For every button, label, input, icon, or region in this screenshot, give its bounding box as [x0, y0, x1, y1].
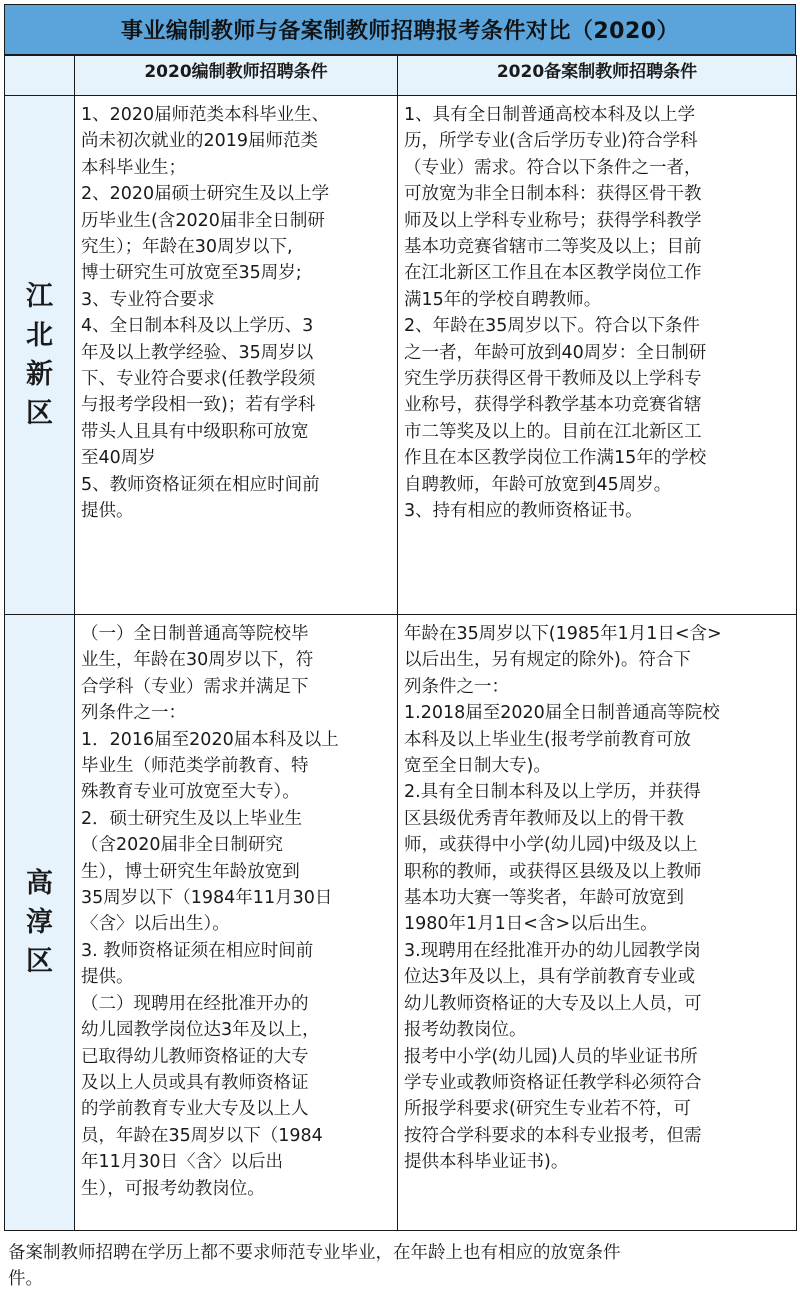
- text-line: 宽至全日制大专)。: [404, 756, 551, 777]
- footnote: [8, 1240, 792, 1292]
- text-line: 以后出生，另有规定的除外)。符合下: [404, 650, 691, 671]
- text-line: 合学科（专业）需求并满足下: [81, 676, 309, 697]
- text-line: 年11月30日〈含〉以后出: [81, 1152, 284, 1173]
- text-line: （含2020届非全日制研究: [81, 835, 284, 856]
- text-line: 学专业或教师资格证任教学科必须符合: [404, 1072, 702, 1093]
- text-line: 1.2018届至2020届全日制普通高等院校: [404, 703, 720, 724]
- table-row: [5, 615, 797, 1231]
- text-line: 提供本科毕业证书)。: [404, 1152, 569, 1173]
- header-row: [5, 56, 797, 96]
- text-line: 2、年龄在35周岁以下。符合以下条件: [404, 316, 700, 337]
- text-line: 幼儿教师资格证的大专及以上人员，可: [404, 993, 702, 1014]
- text-line: 所报学科要求(研究生专业若不符，可: [404, 1099, 691, 1120]
- jiangbei-establishment-conditions: [75, 96, 398, 615]
- text-line: 博士研究生可放宽至35周岁;: [81, 263, 302, 284]
- gaochun-establishment-conditions: [75, 615, 398, 1231]
- region-char: 江: [26, 280, 53, 312]
- text-line: （专业）需求。符合以下条件之一者，: [404, 157, 702, 178]
- text-line: 年龄在35周岁以下(1985年1月1日<含>: [404, 624, 722, 644]
- text-line: 生），可报考幼教岗位。: [81, 1178, 265, 1199]
- text-line: 1．2016届至2020届本科及以上: [81, 729, 339, 750]
- text-line: 在江北新区工作且在本区教学岗位工作: [404, 263, 702, 284]
- text-line: 及以上人员或具有教师资格证: [81, 1072, 309, 1093]
- text-line: 35周岁以下（1984年11月30日: [81, 888, 333, 909]
- text-line: 师，或获得中小学(幼儿园)中级及以上: [404, 835, 698, 856]
- text-line: 作且在本区教学岗位工作满15年的学校: [404, 448, 707, 469]
- text-line: 自聘教师，年龄可放宽到45周岁。: [404, 474, 672, 495]
- text-line: 2.具有全日制本科及以上学历，并获得: [404, 782, 701, 803]
- gaochun-filing-conditions: [398, 615, 797, 1231]
- text-line: 幼儿园教学岗位达3年及以上，: [81, 1020, 320, 1041]
- text-line: 师及以上学科专业称号；获得学科教学: [404, 210, 702, 231]
- text-line: 已取得幼儿教师资格证的大专: [81, 1046, 309, 1067]
- text-line: 5、教师资格证须在相应时间前: [81, 474, 320, 495]
- text-line: 生），博士研究生年龄放宽到: [81, 861, 300, 882]
- text-line: 市二等奖及以上的。目前在江北新区工: [404, 421, 702, 442]
- text-line: 报考中小学(幼儿园)人员的毕业证书所: [404, 1046, 698, 1067]
- text-line: 4、全日制本科及以上学历、3: [81, 316, 314, 337]
- region-cell-jiangbei: [5, 96, 75, 615]
- text-line: 满15年的学校自聘教师。: [404, 289, 602, 310]
- header-filing-column: 2020备案制教师招聘条件: [398, 56, 797, 96]
- text-line: 下、专业符合要求(任教学段须: [81, 369, 316, 390]
- table-title: 事业编制教师与备案制教师招聘报考条件对比（2020）: [4, 4, 796, 55]
- region-char: 新: [26, 359, 53, 390]
- text-line: 之一者，年龄可放到40周岁：全日制研: [404, 342, 707, 363]
- region-cell-gaochun: [5, 615, 75, 1231]
- text-line: 按符合学科要求的本科专业报考，但需: [404, 1125, 702, 1146]
- text-line: 可放宽为非全日制本科：获得区骨干教: [404, 184, 702, 205]
- text-line: 1、具有全日制普通高校本科及以上学: [404, 105, 696, 125]
- text-line: 究生学历获得区骨干教师及以上学科专: [404, 369, 702, 390]
- text-line: （一）全日制普通高等院校毕: [81, 624, 309, 644]
- header-establishment-column: 2020编制教师招聘条件: [75, 56, 398, 96]
- text-line: 列条件之一：: [81, 703, 186, 724]
- jiangbei-filing-conditions: [398, 96, 797, 615]
- text-line: 提供。: [81, 501, 134, 522]
- text-line: 〈含〉以后出生）。: [81, 914, 230, 935]
- text-line: 本科及以上毕业生(报考学前教育可放: [404, 729, 691, 750]
- footnote-line: 备案制教师招聘在学历上都不要求师范专业毕业，在年龄上也有相应的放宽条件: [8, 1243, 621, 1263]
- text-line: 列条件之一：: [404, 676, 509, 697]
- text-line: 报考幼教岗位。: [404, 1020, 527, 1041]
- text-line: 2、2020届硕士研究生及以上学: [81, 184, 330, 205]
- text-line: 与报考学段相一致)；若有学科: [81, 395, 316, 416]
- text-line: 3. 教师资格证须在相应时间前: [81, 940, 314, 961]
- region-char: 区: [26, 946, 53, 978]
- table-row: [5, 96, 797, 615]
- text-line: 职称的教师，或获得区县级及以上教师: [404, 861, 702, 882]
- text-line: 基本功大赛一等奖者，年龄可放宽到: [404, 888, 684, 909]
- region-char: 区: [26, 398, 53, 430]
- text-line: 2．硕士研究生及以上毕业生: [81, 808, 303, 829]
- text-line: 1980年1月1日<含>以后出生。: [404, 914, 658, 935]
- text-line: 员，年龄在35周岁以下（1984: [81, 1125, 323, 1146]
- text-line: 3、专业符合要求: [81, 289, 215, 310]
- region-char: 北: [26, 319, 53, 351]
- text-line: 提供。: [81, 967, 134, 988]
- text-line: 基本功竞赛省辖市二等奖及以上；目前: [404, 237, 702, 258]
- text-line: 区县级优秀青年教师及以上的骨干教: [404, 808, 684, 829]
- region-char: 淳: [26, 906, 53, 938]
- text-line: 年及以上教学经验、35周岁以: [81, 342, 314, 363]
- text-line: 业生，年龄在30周岁以下，符: [81, 650, 314, 671]
- text-line: 带头人且具有中级职称可放宽: [81, 421, 309, 442]
- text-line: 位达3年及以上，具有学前教育专业或: [404, 967, 696, 988]
- text-line: 尚未初次就业的2019届师范类: [81, 131, 319, 152]
- comparison-table: [4, 55, 797, 1231]
- text-line: 历毕业生(含2020届非全日制研: [81, 210, 325, 231]
- region-char: 高: [26, 867, 53, 899]
- text-line: 历，所学专业(含后学历专业)符合学科: [404, 131, 698, 152]
- text-line: 至40周岁: [81, 448, 156, 469]
- text-line: 毕业生（师范类学前教育、特: [81, 756, 309, 777]
- text-line: （二）现聘用在经批准开办的: [81, 993, 309, 1014]
- text-line: 1、2020届师范类本科毕业生、: [81, 105, 330, 125]
- text-line: 3、持有相应的教师资格证书。: [404, 501, 643, 522]
- text-line: 的学前教育专业大专及以上人: [81, 1099, 309, 1120]
- text-line: 本科毕业生；: [81, 157, 186, 178]
- text-line: 殊教育专业可放宽至大专）。: [81, 782, 300, 803]
- header-corner-cell: [5, 56, 75, 96]
- text-line: 3.现聘用在经批准开办的幼儿园教学岗: [404, 940, 701, 961]
- text-line: 究生）；年龄在30周岁以下,: [81, 237, 293, 258]
- footnote-line: 件。: [8, 1269, 43, 1289]
- text-line: 业称号，获得学科教学基本功竞赛省辖: [404, 395, 702, 416]
